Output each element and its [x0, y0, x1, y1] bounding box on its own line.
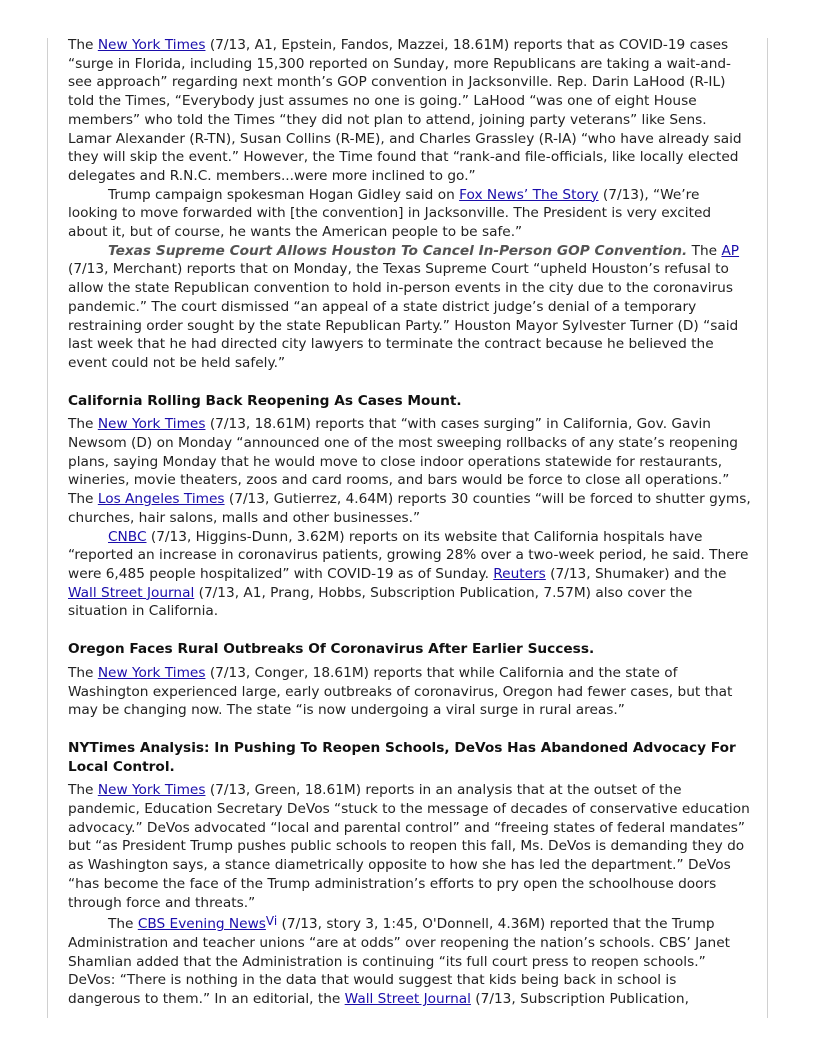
paragraph-cbs-evening-news: The CBS Evening NewsVi (7/13, story 3, 1:45, O'Donnell, 4.36M) reported that the Trump Administration and teacher unions “are at odds” over reopening the nation’s schools. CBS’ Janet Shamlian added that the Administration is continuing “its full court press to reopen schools.” DeVos: “There is nothing in the data that would suggest that kids being back in school is dangerous to them.” In an editorial, the Wall Street Journal (7/13, Subscription Publication,: [68, 914, 730, 1008]
link-new-york-times[interactable]: New York Times: [97, 416, 206, 433]
heading-oregon-outbreaks: Oregon Faces Rural Outbreaks Of Coronavirus After Earlier Success.: [68, 641, 595, 658]
paragraph-texas-supreme-court: Texas Supreme Court Allows Houston To Cancel In-Person GOP Convention. The AP (7/13, Merchant) reports that on Monday, the Texas Supreme Court “upheld Houston’s refusal to allow the state Republican convention to hold in-person events in the city due to the coronavirus pandemic.” The court dismissed “an appeal of a state district judge’s denial of a temporary restraining order sought by the state Republican Party.” Houston Mayor Sylvester Turner (D) “said last week that he had directed city lawyers to terminate the contract because he believed the event could not be held safely.”: [68, 242, 740, 371]
news-article-body: [68, 36, 752, 1009]
link-wall-street-journal[interactable]: Wall Street Journal: [344, 991, 471, 1008]
link-reuters[interactable]: Reuters: [493, 565, 546, 582]
link-ap[interactable]: AP: [721, 242, 740, 259]
link-new-york-times[interactable]: New York Times: [97, 37, 206, 53]
link-new-york-times[interactable]: New York Times: [97, 664, 206, 681]
paragraph-oregon-outbreaks: The New York Times (7/13, Conger, 18.61M) reports that while California and the state of Washington experienced large, early outbreaks of coronavirus, Oregon had fewer cases, but that may be changing now. The state “is now undergoing a viral surge in rural areas.”: [68, 664, 733, 719]
left-margin-rule: [47, 38, 48, 1018]
link-wall-street-journal[interactable]: Wall Street Journal: [68, 584, 195, 601]
subheading-texas-court: Texas Supreme Court Allows Houston To Cancel In-Person GOP Convention.: [108, 242, 688, 259]
right-margin-rule: [767, 38, 768, 1018]
link-fox-news-the-story[interactable]: Fox News’ The Story: [459, 186, 599, 203]
link-cnbc[interactable]: CNBC: [108, 528, 147, 545]
paragraph-gidley-quote: Trump campaign spokesman Hogan Gidley said on Fox News’ The Story (7/13), “We’re looking to move forwarded with [the convention] in Jacksonville. The President is very excited about it, but of course, he wants the American people to be safe.”: [68, 186, 712, 241]
paragraph-devos-analysis: The New York Times (7/13, Green, 18.61M) reports in an analysis that at the outset of the pandemic, Education Secretary DeVos “stuck to the message of decades of conservative education advocacy.” DeVos advocated “local and parental control” and “freeing states of federal mandates” but “as President Trump pushes public schools to reopen this fall, Ms. DeVos is demanding they do as Washington says, a stance diametrically opposite to how she has led the department.” DeVos “has become the face of the Trump administration’s efforts to pry open the schoolhouse doors through force and threats.”: [68, 782, 750, 911]
paragraph-gop-convention: The New York Times (7/13, A1, Epstein, Fandos, Mazzei, 18.61M) reports that as COVID-19 cases “surge in Florida, including 15,300 reported on Sunday, more Republicans are taking a wait-and-see approach” regarding next month’s GOP convention in Jacksonville. Rep. Darin LaHood (R-IL) told the Times, “Everybody just assumes no one is going.” LaHood “was one of eight House members” who told the Times “they did not plan to attend, joining party veterans” like Sens. Lamar Alexander (R-TN), Susan Collins (R-ME), and Charles Grassley (R-IA) “who have already said they will skip the event.” However, the Time found that “rank-and file-officials, like locally elected delegates and R.N.C. members...were more inclined to go.”: [68, 37, 742, 184]
heading-devos-analysis: NYTimes Analysis: In Pushing To Reopen Schools, DeVos Has Abandoned Advocacy For Local Control.: [68, 739, 736, 775]
heading-california-rollback: California Rolling Back Reopening As Cases Mount.: [68, 392, 462, 409]
link-cbs-evening-news[interactable]: CBS Evening News: [137, 916, 266, 933]
link-new-york-times[interactable]: New York Times: [97, 782, 206, 799]
video-marker[interactable]: Vi: [265, 914, 278, 929]
paragraph-california-rollback: The New York Times (7/13, 18.61M) reports that “with cases surging” in California, Gov. Gavin Newsom (D) on Monday “announced one of the most sweeping rollbacks of any state’s reopening plans, saying Monday that he would move to close indoor operations statewide for restaurants, wineries, movie theaters, zoos and card rooms, and bars would be force to close all operations.” The Los Angeles Times (7/13, Gutierrez, 4.64M) reports 30 counties “will be forced to shutter gyms, churches, hair salons, malls and other businesses.”: [68, 416, 751, 526]
link-los-angeles-times[interactable]: Los Angeles Times: [97, 491, 225, 508]
paragraph-california-hospitals: CNBC (7/13, Higgins-Dunn, 3.62M) reports on its website that California hospitals have “reported an increase in coronavirus patients, growing 28% over a two-week period, he said. There were 6,485 people hospitalized” with COVID-19 as of Sunday. Reuters (7/13, Shumaker) and the Wall Street Journal (7/13, A1, Prang, Hobbs, Subscription Publication, 7.57M) also cover the situation in California.: [68, 528, 749, 620]
